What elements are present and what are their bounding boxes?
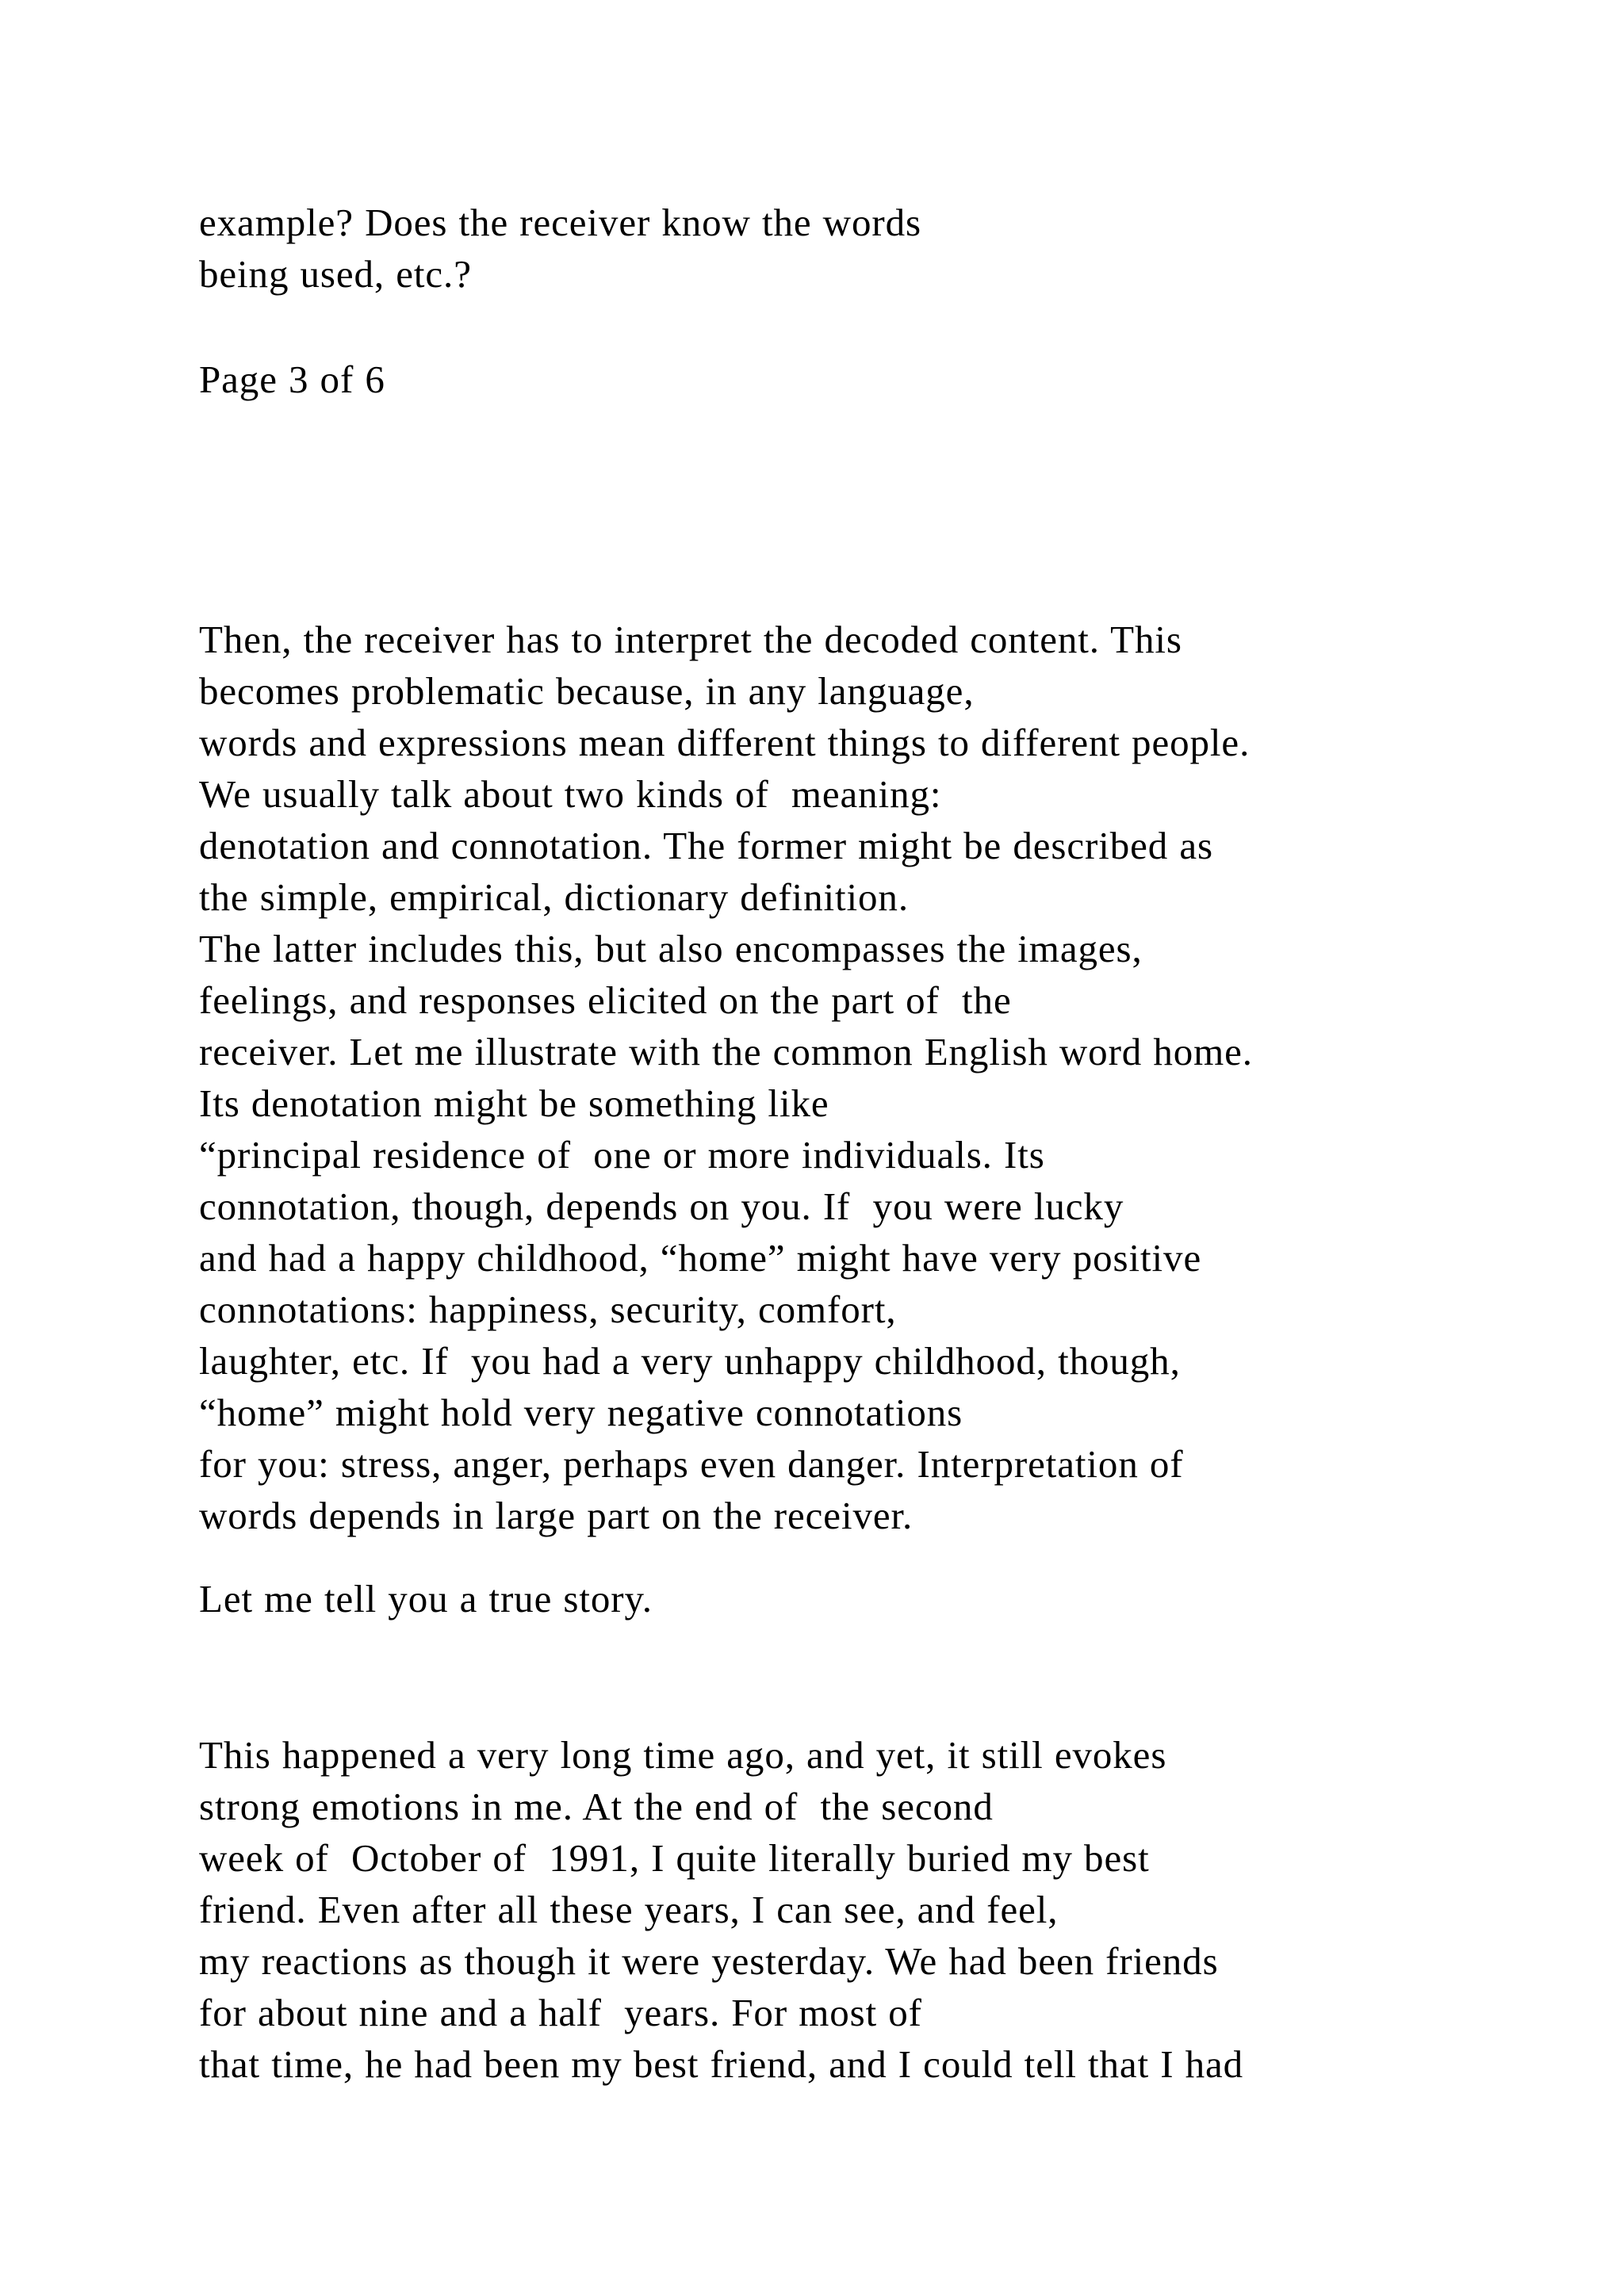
text-line: becomes problematic because, in any language, bbox=[199, 669, 975, 713]
intro-text bbox=[199, 197, 1547, 300]
text-line: that time, he had been my best friend, and I could tell that I had bbox=[199, 2042, 1244, 2086]
text-line: laughter, etc. If you had a very unhappy childhood, though, bbox=[199, 1339, 1181, 1383]
text-line: example? Does the receiver know the words bbox=[199, 201, 921, 244]
text-line: for you: stress, anger, perhaps even danger. Interpretation of bbox=[199, 1442, 1184, 1486]
text-line: connotations: happiness, security, comfort, bbox=[199, 1288, 897, 1331]
text-line: and had a happy childhood, “home” might have very positive bbox=[199, 1236, 1202, 1280]
paragraph-story bbox=[199, 1729, 1547, 2090]
page-number bbox=[199, 354, 1547, 405]
text-line: “principal residence of one or more individuals. Its bbox=[199, 1133, 1045, 1177]
text-line: This happened a very long time ago, and yet, it still evokes bbox=[199, 1733, 1167, 1777]
paragraph-story-intro bbox=[199, 1573, 1547, 1624]
text-line: my reactions as though it were yesterday. We had been friends bbox=[199, 1939, 1219, 1983]
text-line: We usually talk about two kinds of meaning: bbox=[199, 772, 942, 816]
text-line: strong emotions in me. At the end of the second bbox=[199, 1785, 994, 1828]
text-line: “home” might hold very negative connotations bbox=[199, 1391, 963, 1434]
text-line: Let me tell you a true story. bbox=[199, 1577, 653, 1621]
text-line: words depends in large part on the receiver. bbox=[199, 1494, 914, 1537]
text-line: The latter includes this, but also encompasses the images, bbox=[199, 927, 1143, 970]
text-line: Then, the receiver has to interpret the decoded content. This bbox=[199, 618, 1182, 661]
text-line: words and expressions mean different things to different people. bbox=[199, 721, 1251, 764]
text-line: friend. Even after all these years, I can see, and feel, bbox=[199, 1888, 1059, 1931]
text-line: week of October of 1991, I quite literally buried my best bbox=[199, 1836, 1150, 1880]
text-line: Its denotation might be something like bbox=[199, 1081, 829, 1125]
text-line: the simple, empirical, dictionary definition. bbox=[199, 875, 909, 919]
text-line: for about nine and a half years. For most of bbox=[199, 1991, 922, 2034]
text-line: feelings, and responses elicited on the part of the bbox=[199, 978, 1012, 1022]
text-line: receiver. Let me illustrate with the common English word home. bbox=[199, 1030, 1253, 1073]
paragraph-meaning bbox=[199, 614, 1547, 1541]
page-number-label: Page 3 of 6 bbox=[199, 358, 385, 401]
text-line: connotation, though, depends on you. If you were lucky bbox=[199, 1184, 1124, 1228]
text-line: being used, etc.? bbox=[199, 252, 472, 296]
text-line: denotation and connotation. The former might be described as bbox=[199, 824, 1213, 867]
